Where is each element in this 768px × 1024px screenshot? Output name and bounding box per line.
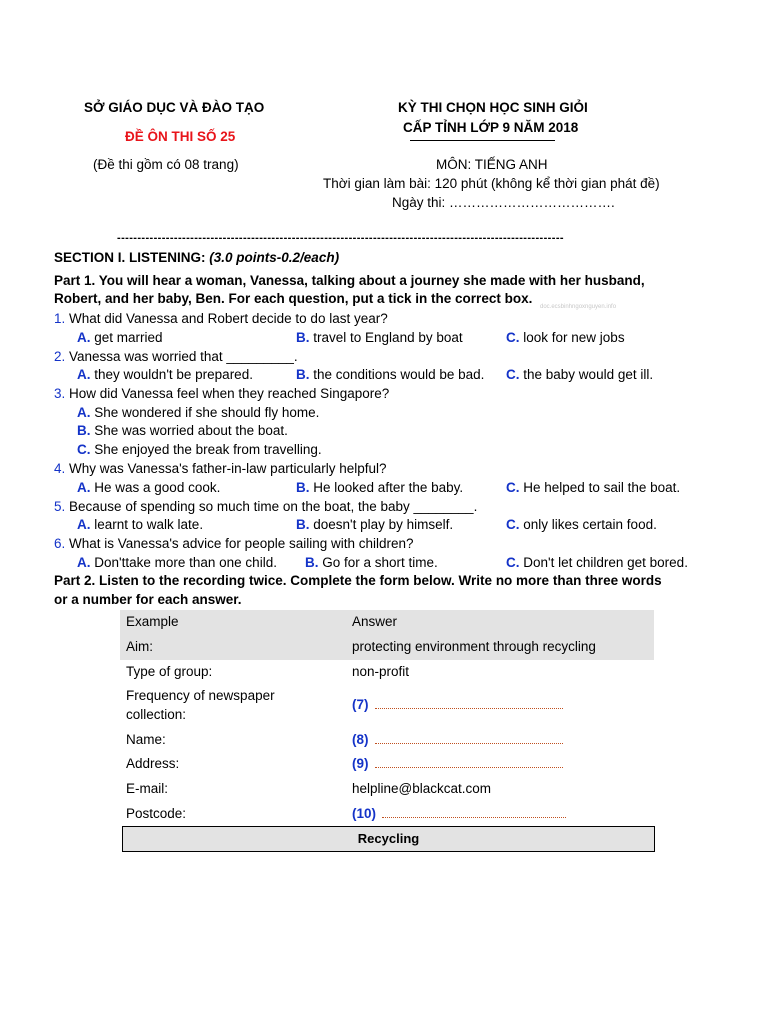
option-b[interactable]: B. She was worried about the boat. — [77, 423, 288, 438]
question-number: 2. — [54, 349, 66, 364]
option-b[interactable]: B. travel to England by boat — [296, 330, 463, 345]
title-underline — [410, 140, 555, 141]
question-6-options — [0, 554, 768, 572]
question-6 — [54, 535, 414, 553]
option-b[interactable]: B. He looked after the baby. — [296, 480, 464, 495]
department-title: SỞ GIÁO DỤC VÀ ĐÀO TẠO — [84, 100, 265, 115]
option-a[interactable]: A. get married — [77, 330, 163, 345]
recycling-banner — [122, 826, 655, 852]
question-3 — [54, 385, 389, 403]
form-blank-9[interactable]: (9) — [352, 755, 563, 773]
part1-instruction-line2: Robert, and her baby, Ben. For each question, put a tick in the correct box. — [54, 291, 533, 306]
exam-title: KỲ THI CHỌN HỌC SINH GIỎI — [398, 100, 588, 115]
option-c[interactable]: C. He helped to sail the boat. — [506, 480, 681, 495]
form-label-postcode: Postcode: — [126, 806, 187, 821]
form-label-frequency: Frequency of newspaper — [126, 688, 275, 703]
question-5 — [54, 498, 477, 516]
option-c[interactable]: C. She enjoyed the break from travelling. — [77, 442, 322, 457]
part1-instruction-line1: Part 1. You will hear a woman, Vanessa, talking about a journey she made with her husband, — [54, 273, 645, 288]
question-number: 5. — [54, 499, 66, 514]
question-number: 3. — [54, 386, 66, 401]
question-number: 1. — [54, 311, 66, 326]
watermark: doc.ecsbinhngoxnguyen.info — [540, 304, 617, 310]
form-value-group-type: non-profit — [352, 664, 410, 679]
time-allowed: Thời gian làm bài: 120 phút (không kể thời gian phát đề) — [323, 176, 660, 191]
option-a[interactable]: A. they wouldn't be prepared. — [77, 367, 253, 382]
form-blank-10[interactable]: (10) — [352, 805, 566, 823]
question-2-options — [0, 366, 768, 384]
form-label-frequency-2: collection: — [126, 707, 187, 722]
question-text: What is Vanessa's advice for people sailing with children? — [69, 536, 414, 551]
form-value-email: helpline@blackcat.com — [352, 781, 492, 796]
option-b[interactable]: B. Go for a short time. — [305, 555, 438, 570]
page-count-note: (Đề thi gồm có 08 trang) — [93, 157, 239, 172]
question-4-options — [0, 479, 768, 497]
form-blank-8[interactable]: (8) — [352, 731, 563, 749]
question-2 — [54, 348, 298, 366]
option-a[interactable]: A. He was a good cook. — [77, 480, 221, 495]
section-heading — [54, 250, 339, 265]
form-value-aim: protecting environment through recycling — [352, 639, 596, 654]
question-text: What did Vanessa and Robert decide to do last year? — [69, 311, 388, 326]
part2-instruction-line1: Part 2. Listen to the recording twice. Complete the form below. Write no more than three words — [54, 573, 662, 588]
section-title: SECTION I. LISTENING: — [54, 250, 206, 265]
question-text: How did Vanessa feel when they reached Singapore? — [69, 386, 390, 401]
form-label-group-type: Type of group: — [126, 664, 213, 679]
exam-number: ĐỀ ÔN THI SỐ 25 — [125, 129, 236, 144]
exam-level: CẤP TỈNH LỚP 9 NĂM 2018 — [403, 120, 579, 135]
section-points: (3.0 points-0.2/each) — [209, 250, 340, 265]
option-c[interactable]: C. only likes certain food. — [506, 517, 657, 532]
option-b[interactable]: B. the conditions would be bad. — [296, 367, 485, 382]
question-text: Why was Vanessa's father-in-law particularly helpful? — [69, 461, 387, 476]
question-1 — [54, 310, 388, 328]
question-text: Vanessa was worried that _________. — [69, 349, 298, 364]
option-a[interactable]: A. She wondered if she should fly home. — [77, 405, 320, 420]
question-4 — [54, 460, 387, 478]
option-c[interactable]: C. look for new jobs — [506, 330, 625, 345]
question-5-options — [0, 516, 768, 534]
question-number: 6. — [54, 536, 66, 551]
option-a[interactable]: A. learnt to walk late. — [77, 517, 204, 532]
subject: MÔN: TIẾNG ANH — [436, 157, 548, 172]
form-label-email: E-mail: — [126, 781, 169, 796]
question-1-options — [0, 329, 768, 347]
question-number: 4. — [54, 461, 66, 476]
form-blank-7[interactable]: (7) — [352, 696, 563, 714]
option-c[interactable]: C. Don't let children get bored. — [506, 555, 688, 570]
option-a[interactable]: A. Don'ttake more than one child. — [77, 555, 277, 570]
form-label-address: Address: — [126, 756, 180, 771]
option-b[interactable]: B. doesn't play by himself. — [296, 517, 454, 532]
header-divider: -------------------------------------------------------------------------------------------------------------- — [117, 232, 564, 244]
form-label-aim: Aim: — [126, 639, 153, 654]
exam-date: Ngày thi: ………………………………. — [392, 195, 615, 210]
option-c[interactable]: C. the baby would get ill. — [506, 367, 654, 382]
recycling-title: Recycling — [357, 831, 420, 846]
part2-instruction-line2: or a number for each answer. — [54, 592, 242, 607]
form-label-example: Example — [126, 614, 179, 629]
form-label-name: Name: — [126, 732, 166, 747]
question-text: Because of spending so much time on the boat, the baby ________. — [69, 499, 478, 514]
form-header-answer: Answer — [352, 614, 398, 629]
